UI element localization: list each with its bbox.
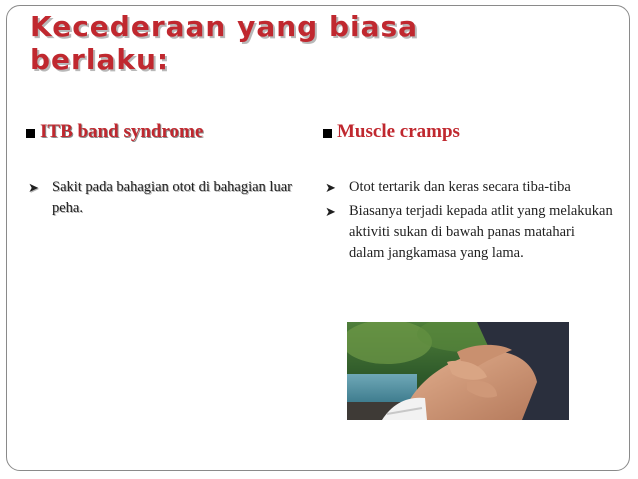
arrow-bullet-icon: ➤ [325,180,336,195]
arrow-bullet-icon: ➤ [325,204,336,219]
list-item [26,177,296,219]
square-bullet-icon [26,129,35,138]
right-heading-text: Muscle cramps [337,121,460,142]
title-line-1: Kecederaan yang biasa [30,10,419,43]
list-item [323,177,613,198]
right-heading [323,119,613,145]
slide-title [30,10,550,76]
left-column [26,119,296,219]
leg-cramp-photo [347,322,569,420]
photo-leg-cramp-icon [347,322,569,420]
right-bullet-list [323,177,613,264]
left-bullet-text-1: Sakit pada bahagian otot di bahagian luar peha. [52,179,292,216]
left-bullet-list [26,177,296,219]
left-heading [26,119,296,145]
left-heading-text: ITB band syndrome [40,121,204,142]
title-line-2: berlaku: [30,43,170,76]
right-bullet-text-2: Biasanya terjadi kepada atlit yang melakukan aktiviti sukan di bawah panas matahari dalam jangkamasa yang lama. [349,203,613,261]
list-item [323,201,613,264]
right-bullet-text-1: Otot tertarik dan keras secara tiba-tiba [349,179,571,195]
square-bullet-icon [323,129,332,138]
arrow-bullet-icon: ➤ [28,180,39,195]
right-column [323,119,613,267]
